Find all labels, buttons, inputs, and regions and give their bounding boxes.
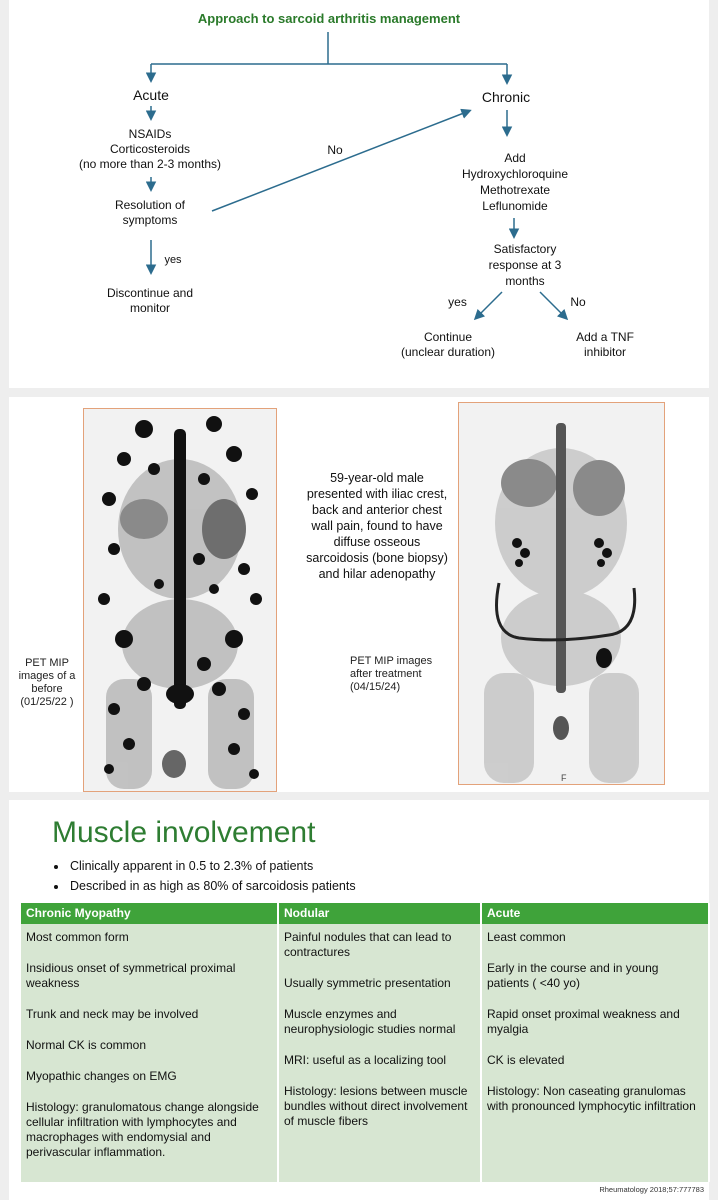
chronic-cell [21,924,278,1182]
no2-label: No [570,295,586,309]
continue-node [383,330,513,360]
discontinue-node [85,286,215,316]
nodular-item: Muscle enzymes and neurophysiologic studies normal [284,1007,456,1036]
acute-item: Histology: Non caseating granulomas with pronounced lymphocytic infiltration [487,1084,696,1113]
case-description [298,470,456,582]
discontinue-line: Discontinue and [106,286,194,300]
before-caption-line: images of a [18,670,76,682]
acute-tx-line: Corticosteroids [109,142,191,156]
flowchart-title: Approach to sarcoid arthritis management [197,11,461,26]
after-caption-line: after treatment [350,668,422,680]
acute-tx-line: (no more than 2-3 months) [78,157,222,171]
bullet-item: • Clinically apparent in 0.5 to 2.3% of patients [68,856,356,876]
chronic-tx-line: Methotrexate [479,183,551,197]
acute-label: Acute [133,87,169,103]
yes-label: yes [164,254,182,266]
col-header-nodular: Nodular [278,903,481,924]
chronic-item: Insidious onset of symmetrical proximal weakness [26,961,236,990]
continue-line: Continue [423,330,473,344]
muscle-table [21,903,710,1182]
chronic-item: Histology: granulomatous change alongside cellular infiltration with lymphocytes and macrophages with endomysial and perivascular inflammation. [26,1100,259,1159]
discontinue-line: monitor [129,301,170,315]
pet-after-scan [459,403,664,784]
satisfactory-line: Satisfactory [493,242,557,256]
table-row [21,924,709,1182]
chronic-tx-line: Add [504,151,526,165]
tnf-line: Add a TNF [576,330,634,344]
acute-tx-line: NSAIDs [128,127,172,141]
nodular-item: Painful nodules that can lead to contractures [284,930,452,959]
satisfactory-line: months [505,274,545,288]
resolution-line: Resolution of [114,198,186,212]
case-line: wall pain, found to have [311,519,443,533]
pet-before-image [83,408,277,792]
nodular-item: Usually symmetric presentation [284,976,451,990]
nodular-item: Histology: lesions between muscle bundles without direct involvement of muscle fibers [284,1084,468,1128]
acute-cell [481,924,709,1182]
after-caption-line: PET MIP images [350,655,433,667]
case-line: presented with iliac crest, [306,487,448,501]
scan-marker: F [561,773,567,783]
muscle-bullets [50,856,356,896]
resolution-node [90,198,210,228]
before-caption-line: before [31,683,63,695]
after-caption [350,655,445,694]
resolution-line: symptoms [122,213,178,227]
muscle-title: Muscle involvement [52,816,316,849]
before-caption-line: PET MIP [25,657,69,669]
before-caption-line: (01/25/22 ) [20,696,74,708]
chronic-tx-line: Leflunomide [482,199,548,213]
case-line: diffuse osseous [333,535,421,549]
nodular-item: MRI: useful as a localizing tool [284,1053,447,1067]
nodular-cell [278,924,481,1182]
chronic-label: Chronic [481,89,531,105]
case-line: sarcoidosis (bone biopsy) [306,551,448,565]
acute-item: CK is elevated [487,1053,565,1067]
arrow-no-to-chronic [212,111,469,211]
case-line: 59-year-old male [330,471,424,485]
tnf-line: inhibitor [583,345,627,359]
pet-before-scan [84,409,276,791]
arrow-to-continue [476,292,502,318]
table-header-row [21,903,709,924]
acute-item: Early in the course and in young patients ( <40 yo) [487,961,659,990]
chronic-treatment [440,150,590,214]
chronic-item: Trunk and neck may be involved [26,1007,199,1021]
no-label: No [327,143,343,157]
chronic-item: Myopathic changes on EMG [26,1069,177,1083]
chronic-tx-line: Hydroxychloroquine [461,167,569,181]
acute-item: Rapid onset proximal weakness and myalgia [487,1007,680,1036]
col-header-chronic: Chronic Myopathy [21,903,278,924]
bullet-item: • Described in as high as 80% of sarcoidosis patients [68,876,356,896]
citation: Rheumatology 2018;57:777783 [599,1185,704,1194]
case-line: and hilar adenopathy [318,567,436,581]
satisfactory-line: response at 3 [488,258,562,272]
satisfactory-node [465,241,585,289]
col-header-acute: Acute [481,903,709,924]
after-caption-line: (04/15/24) [350,681,401,693]
before-caption [14,657,80,709]
case-line: back and anterior chest [312,503,442,517]
yes2-label: yes [448,295,467,309]
pet-after-image [458,402,665,785]
chronic-item: Normal CK is common [26,1038,147,1052]
acute-treatment [60,127,240,172]
chronic-item: Most common form [26,930,129,944]
continue-line: (unclear duration) [400,345,496,359]
acute-item: Least common [487,930,566,944]
tnf-node [560,330,650,360]
